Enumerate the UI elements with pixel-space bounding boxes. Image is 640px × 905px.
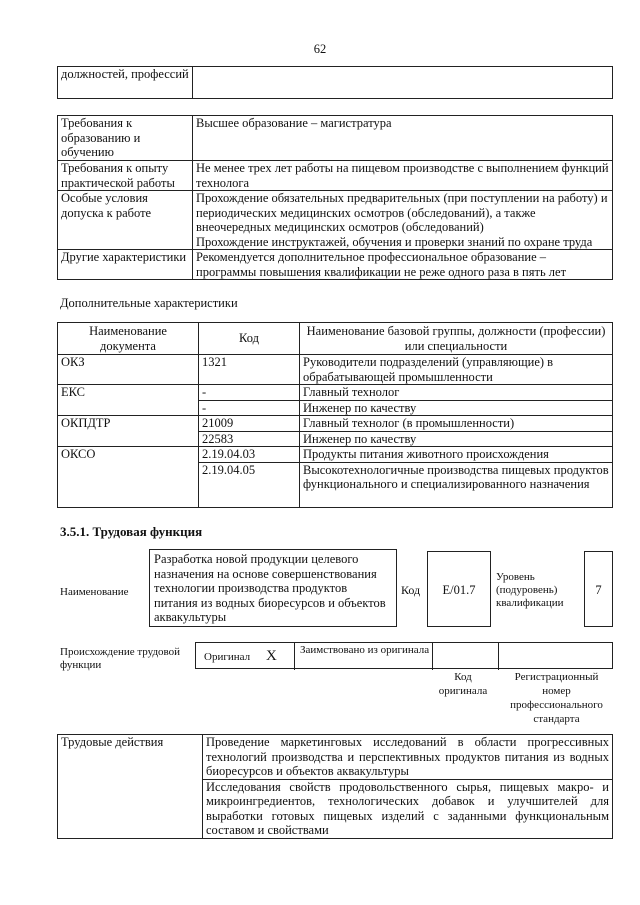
table-row [58,385,613,401]
row-code: 1321 [199,355,300,385]
row-doc: ОКПДТР [58,416,199,447]
original-label: Оригинал [204,651,251,663]
row-code: 22583 [199,431,300,447]
education-label: Требования к образованию и обучению [58,116,193,161]
page-number: 62 [313,42,327,56]
row-name: Руководители подразделений (управляющие) в обрабатывающей промышленности [300,355,613,385]
actions-label: Трудовые действия [58,735,203,839]
row-code: 21009 [199,416,300,432]
row-name: Инженер по качеству [300,400,613,416]
additional-title: Дополнительные характеристики [60,296,238,310]
row-code: 2.19.04.05 [199,462,300,507]
header-name: Наименование базовой группы, должности (профессии) или специальности [300,323,613,355]
function-code: E/01.7 [427,551,491,627]
table-row [58,447,613,463]
row-name: Инженер по качеству [300,431,613,447]
experience-value: Не менее трех лет работы на пищевом производстве с выполнением функций технолога [193,161,613,191]
education-value: Высшее образование – магистратура [193,116,613,161]
row-code: 2.19.04.03 [199,447,300,463]
function-title: 3.5.1. Трудовая функция [60,524,203,539]
origin-label: Происхождение трудовой функции [60,646,181,671]
row-name: Главный технолог [300,385,613,401]
occupations-label: должностей, профессий [58,67,193,99]
classifiers-table [57,322,613,508]
header-document: Наименование документа [58,323,199,355]
row-name: Продукты питания животного происхождения [300,447,613,463]
level-label: Уровень (подуровень) квалификации [496,571,564,609]
admission-text: Прохождение обязательных предварительных (при поступлении на работу) и периодических медицинских осмотров (обследований), а также внеочередных медицинских осмотров (обследований) [196,191,608,234]
occupations-value [193,67,613,99]
row-name: Главный технолог (в промышленности) [300,416,613,432]
reg-caption: Регистрационный номер профессионального стандарта [510,671,603,725]
action-item: Проведение маркетинговых исследований в области прогрессивных технологий производства и перспективных продуктов питания из водных биоресурсов и объектов аквакультуры [203,735,613,780]
name-label: Наименование [60,586,129,598]
occupations-table [57,66,613,99]
admission-value [193,191,613,250]
code-label: Код [401,583,421,597]
table-row [58,355,613,385]
actions-table [57,734,613,839]
action-item: Исследования свойств продовольственного сырья, пищевых макро- и микроингредиентов, технологических добавок и улучшителей для выработки готовых пищевых изделий с заданными функциональным составом и свойствами [203,779,613,838]
function-name-box [149,549,397,627]
row-name: Высокотехнологичные производства пищевых продуктов функционального и специализированного назначения [300,462,613,507]
row-doc: ОКЗ [58,355,199,385]
header-code: Код [199,323,300,355]
row-doc: ОКСО [58,447,199,508]
requirements-table [57,115,613,280]
admission-label: Особые условия допуска к работе [58,191,193,250]
origin-box [195,642,613,669]
other-value: Рекомендуется дополнительное профессиональное образование – программы повышения квалификации не реже одного раза в пять лет [193,250,613,280]
row-doc: ЕКС [58,385,199,416]
experience-label: Требования к опыту практической работы [58,161,193,191]
qualification-level: 7 [584,551,613,627]
original-mark: X [266,648,277,664]
table-row [58,416,613,432]
other-label: Другие характеристики [58,250,193,280]
row-code: - [199,400,300,416]
borrowed-label: Заимствовано из оригинала [300,644,430,656]
code-caption: Код оригинала [438,671,488,697]
row-code: - [199,385,300,401]
function-name: Разработка новой продукции целевого назначения на основе совершенствования технологии производства продуктов питания из водных биоресурсов и объектов аквакультуры [154,552,386,624]
admission-text-2: Прохождение инструктажей, обучения и проверки знаний по охране труда [196,234,593,249]
